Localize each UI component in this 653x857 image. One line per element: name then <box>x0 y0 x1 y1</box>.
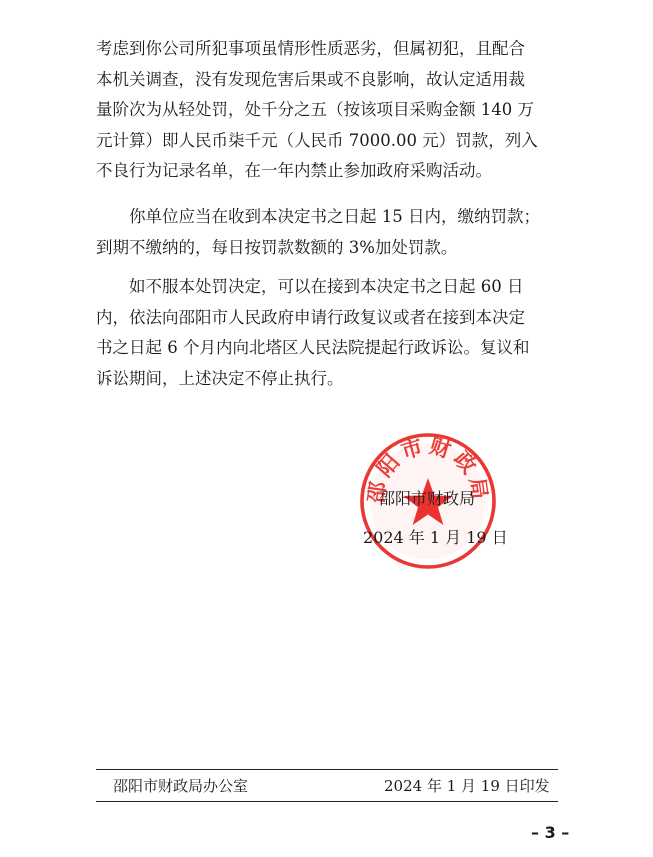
paragraph-appeal-rights <box>96 272 558 394</box>
paragraph-line: 你单位应当在收到本决定书之日起 15 日内，缴纳罚款； <box>129 207 540 226</box>
paragraph-line: 诉讼期间，上述决定不停止执行。 <box>96 368 344 388</box>
paragraph-line: 不良行为记录名单，在一年内禁止参加政府采购活动。 <box>96 161 492 180</box>
paragraph-line: 量阶次为从轻处罚，处千分之五（按该项目采购金额 140 万 <box>96 100 534 119</box>
paragraph-line: 元计算）即人民币柒千元（人民币 7000.00 元）罚款，列入 <box>96 130 538 150</box>
seal-text-path: 邵阳市财政局 <box>362 432 494 505</box>
footer-divider-top <box>96 769 558 770</box>
signature-date: 2024 年 1 月 19 日 <box>363 528 508 547</box>
paragraph-line: 内，依法向邵阳市人民政府申请行政复议或者在接到本决定 <box>96 307 525 327</box>
signature-organization: 邵阳市财政局 <box>379 489 476 508</box>
paragraph-penalty-decision <box>96 34 558 187</box>
page-number: – 3 – <box>531 823 570 842</box>
paragraph-line: 本机关调查，没有发现危害后果或不良影响，故认定适用裁 <box>96 69 525 89</box>
paragraph-line: 如不服本处罚决定，可以在接到本决定书之日起 60 日 <box>129 277 524 296</box>
paragraph-line: 到期不缴纳的，每日按罚款数额的 3%加处罚款。 <box>96 237 458 257</box>
paragraph-line: 书之日起 6 个月内向北塔区人民法院提起行政诉讼。复议和 <box>96 338 530 357</box>
paragraph-payment-terms <box>96 202 558 263</box>
footer-issuer: 邵阳市财政局办公室 <box>113 777 249 795</box>
paragraph-line: 考虑到你公司所犯事项虽情形性质恶劣，但属初犯，且配合 <box>96 39 525 58</box>
footer-divider-bottom <box>96 801 558 802</box>
footer-print-date: 2024 年 1 月 19 日印发 <box>384 777 550 795</box>
